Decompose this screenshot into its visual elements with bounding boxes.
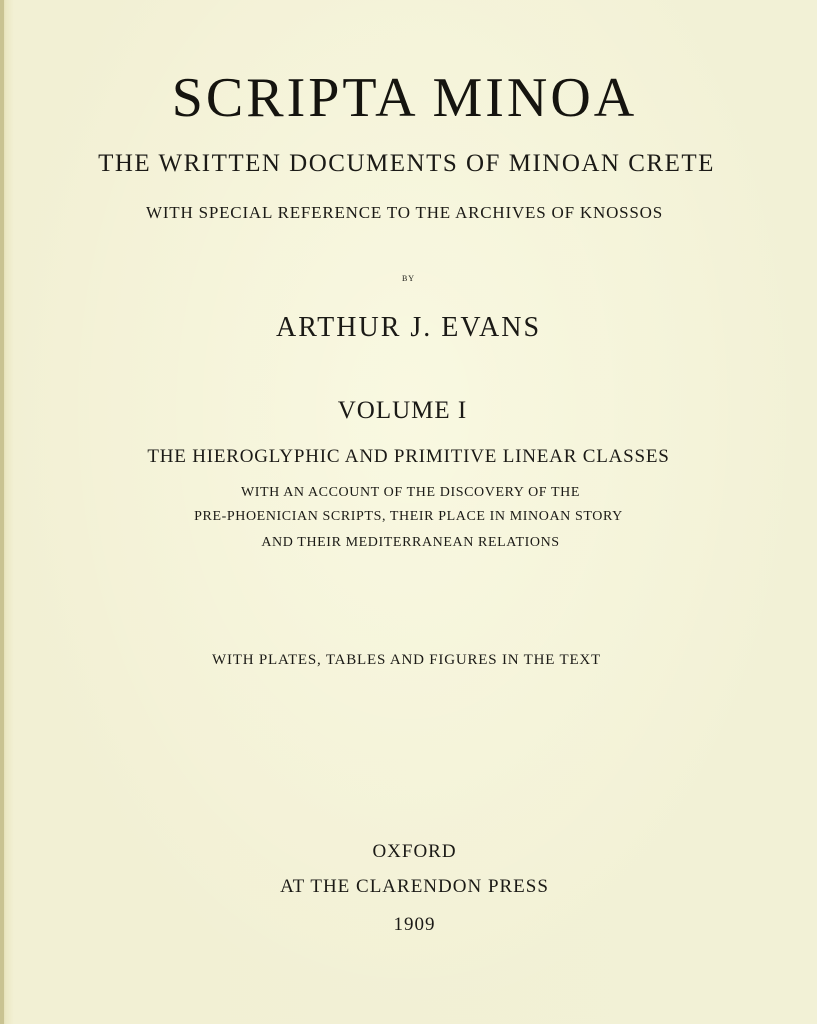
by-line: BY	[401, 274, 416, 283]
volume-description-line: AND THEIR MEDITERRANEAN RELATIONS	[261, 535, 560, 550]
imprint-year: 1909	[393, 914, 436, 935]
author-name: ARTHUR J. EVANS	[275, 312, 542, 343]
volume-number: VOLUME I	[337, 397, 468, 424]
book-subtitle-secondary: WITH SPECIAL REFERENCE TO THE ARCHIVES OF KNOSSOS	[146, 203, 663, 222]
volume-description-line: WITH AN ACCOUNT OF THE DISCOVERY OF THE	[240, 485, 581, 500]
volume-subtitle: THE HIEROGLYPHIC AND PRIMITIVE LINEAR CLASSES	[147, 446, 670, 467]
book-title: SCRIPTA MINOA	[171, 67, 638, 129]
imprint-place: OXFORD	[372, 841, 457, 862]
plates-note: WITH PLATES, TABLES AND FIGURES IN THE TEXT	[211, 652, 602, 668]
volume-description-line: PRE-PHOENICIAN SCRIPTS, THEIR PLACE IN MINOAN STORY	[194, 509, 623, 524]
book-subtitle: THE WRITTEN DOCUMENTS OF MINOAN CRETE	[98, 150, 715, 177]
imprint-publisher: AT THE CLARENDON PRESS	[280, 876, 549, 897]
